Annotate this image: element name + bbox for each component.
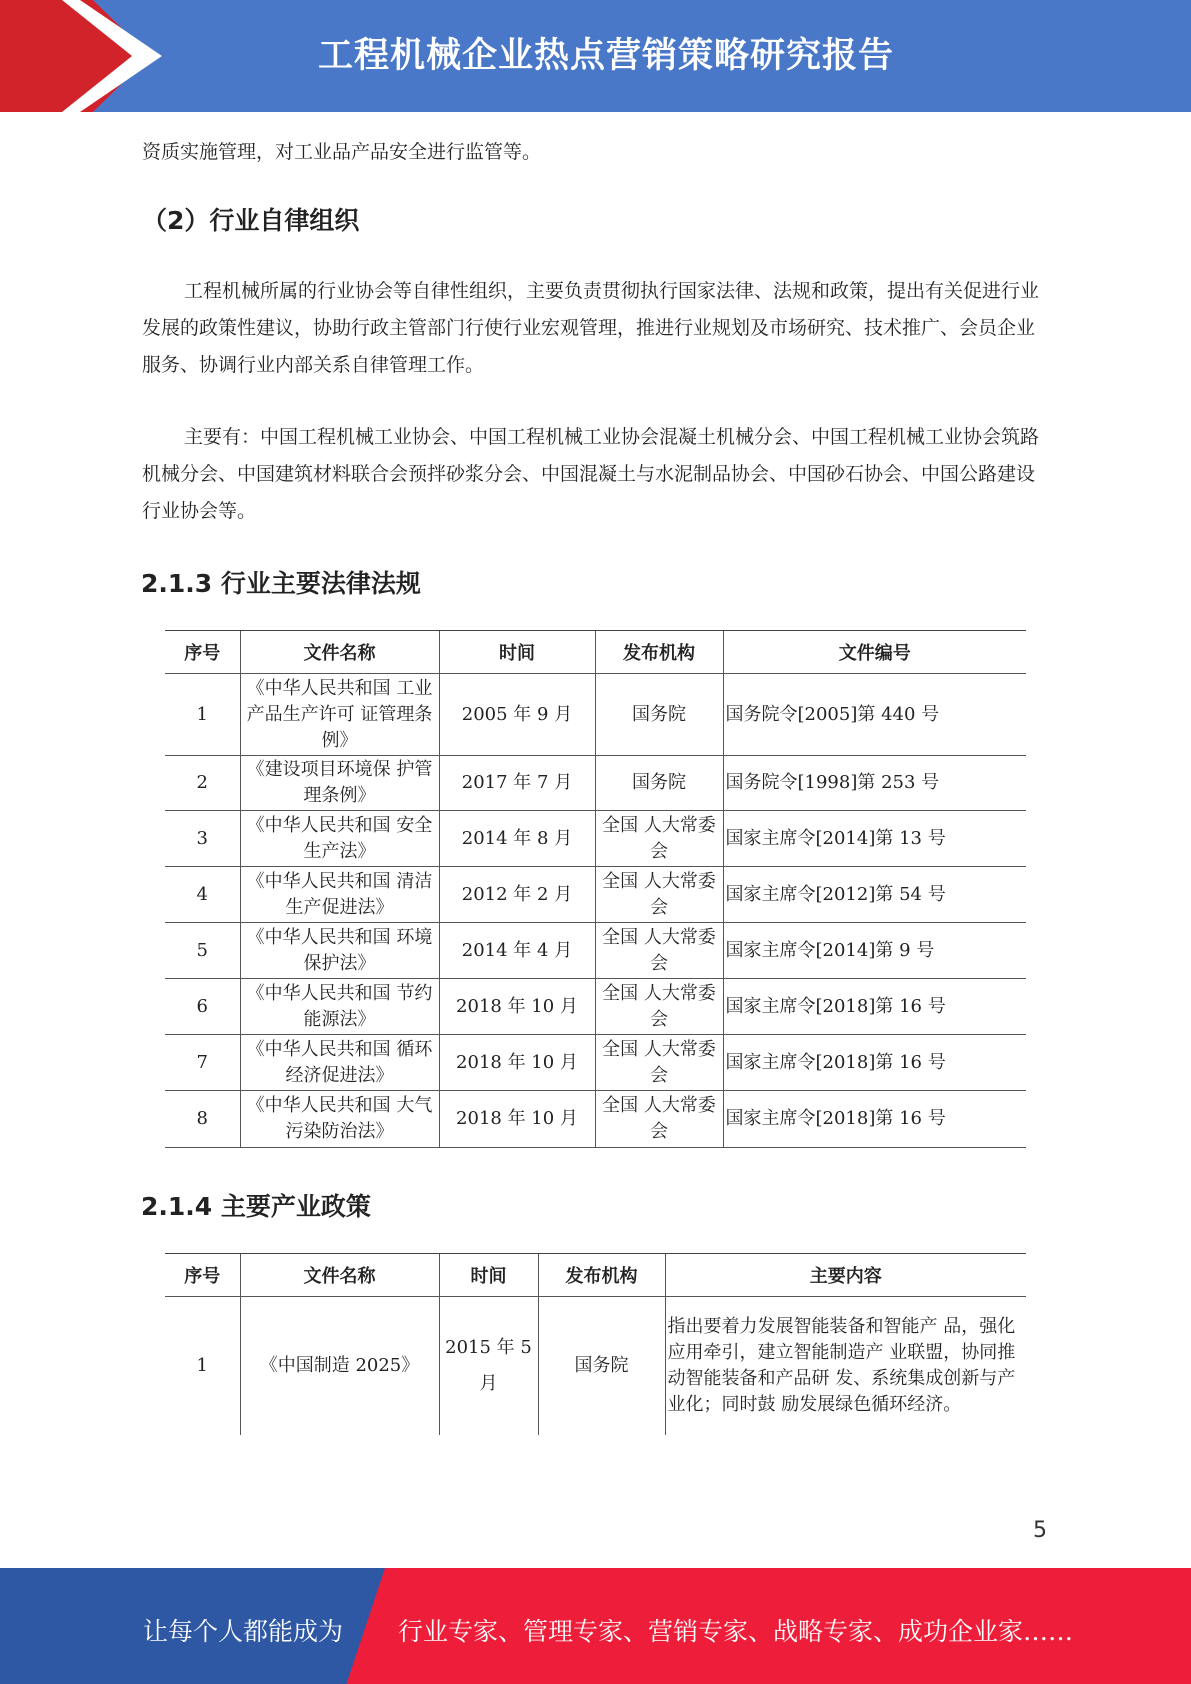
col-header-issuer: 发布机构 <box>538 1254 665 1297</box>
footer-slogan: 让每个人都能成为 <box>143 1617 344 1646</box>
row-issuer: 全国 人大常委会 <box>595 979 723 1035</box>
row-document-name: 《中华人民共和国 节约能源法》 <box>240 979 439 1035</box>
row-date: 2017 年 7 月 <box>439 756 595 811</box>
subheading-self-regulation: （2）行业自律组织 <box>142 206 360 235</box>
row-document-name: 《中华人民共和国 工业产品生产许可 证管理条例》 <box>240 674 439 756</box>
col-header-date: 时间 <box>439 631 595 674</box>
table-row <box>165 1091 1026 1148</box>
table-row <box>165 811 1026 867</box>
row-document-name: 《中华人民共和国 安全生产法》 <box>240 811 439 867</box>
row-issuer: 国务院 <box>538 1297 665 1435</box>
row-date: 2018 年 10 月 <box>439 979 595 1035</box>
row-document-name: 《中华人民共和国 环境保护法》 <box>240 923 439 979</box>
row-document-name: 《中华人民共和国 循环经济促进法》 <box>240 1035 439 1091</box>
col-header-document: 文件名称 <box>240 631 439 674</box>
row-date: 2018 年 10 月 <box>439 1035 595 1091</box>
row-doc-number: 国家主席令[2014]第 13 号 <box>723 811 1026 867</box>
laws-table <box>165 630 1026 1148</box>
row-index: 1 <box>165 674 240 756</box>
row-issuer: 国务院 <box>595 674 723 756</box>
table-row <box>165 923 1026 979</box>
table-row <box>165 1035 1026 1091</box>
row-issuer: 全国 人大常委会 <box>595 811 723 867</box>
header-red-arrow <box>0 0 150 112</box>
associations-paragraph: 主要有：中国工程机械工业协会、中国工程机械工业协会混凝土机械分会、中国工程机械工业协会筑路机械分会、中国建筑材料联合会预拌砂浆分会、中国混凝土与水泥制品协会、中国砂石协会、中国公路建设行业协会等。 <box>142 426 1040 522</box>
row-doc-number: 国家主席令[2018]第 16 号 <box>723 979 1026 1035</box>
row-doc-number: 国家主席令[2018]第 16 号 <box>723 1035 1026 1091</box>
continued-paragraph: 资质实施管理，对工业品产品安全进行监管等。 <box>142 141 542 163</box>
row-main-content: 指出要着力发展智能装备和智能产 品，强化应用牵引，建立智能制造产 业联盟，协同推动智能装备和产品研 发、系统集成创新与产业化；同时鼓 励发展绿色循环经济。 <box>665 1297 1026 1435</box>
col-header-index: 序号 <box>165 631 240 674</box>
laws-section-heading: 2.1.3 行业主要法律法规 <box>141 569 421 598</box>
laws-table-header-row <box>165 631 1026 674</box>
table-row <box>165 1297 1026 1435</box>
col-header-issuer: 发布机构 <box>595 631 723 674</box>
row-index: 2 <box>165 756 240 811</box>
row-doc-number: 国家主席令[2018]第 16 号 <box>723 1091 1026 1148</box>
table-row <box>165 674 1026 756</box>
row-document-name: 《建设项目环境保 护管理条例》 <box>240 756 439 811</box>
row-index: 4 <box>165 867 240 923</box>
row-index: 7 <box>165 1035 240 1091</box>
page-header <box>0 0 1191 112</box>
col-header-main-content: 主要内容 <box>665 1254 1026 1297</box>
table-row <box>165 979 1026 1035</box>
footer-roles: 行业专家、管理专家、营销专家、战略专家、成功企业家…… <box>398 1617 1074 1646</box>
row-index: 3 <box>165 811 240 867</box>
row-issuer: 全国 人大常委会 <box>595 1035 723 1091</box>
policy-table <box>165 1253 1026 1435</box>
table-row <box>165 756 1026 811</box>
row-issuer: 全国 人大常委会 <box>595 923 723 979</box>
row-doc-number: 国务院令[1998]第 253 号 <box>723 756 1026 811</box>
page-footer <box>0 1568 1191 1684</box>
row-doc-number: 国家主席令[2012]第 54 号 <box>723 867 1026 923</box>
row-issuer: 国务院 <box>595 756 723 811</box>
row-index: 5 <box>165 923 240 979</box>
col-header-document: 文件名称 <box>240 1254 439 1297</box>
page-number: 5 <box>1033 1518 1047 1543</box>
row-doc-number: 国务院令[2005]第 440 号 <box>723 674 1026 756</box>
row-date: 2012 年 2 月 <box>439 867 595 923</box>
policy-section-heading: 2.1.4 主要产业政策 <box>141 1192 371 1221</box>
row-date: 2014 年 4 月 <box>439 923 595 979</box>
row-index: 8 <box>165 1091 240 1148</box>
row-issuer: 全国 人大常委会 <box>595 1091 723 1148</box>
table-row <box>165 867 1026 923</box>
row-date: 2018 年 10 月 <box>439 1091 595 1148</box>
row-document-name: 《中华人民共和国 清洁生产促进法》 <box>240 867 439 923</box>
row-date: 2015 年 5 月 <box>439 1297 538 1435</box>
row-issuer: 全国 人大常委会 <box>595 867 723 923</box>
row-index: 1 <box>196 1354 208 1376</box>
row-document-name: 《中华人民共和国 大气污染防治法》 <box>240 1091 439 1148</box>
policy-table-header-row <box>165 1254 1026 1297</box>
row-date: 2005 年 9 月 <box>439 674 595 756</box>
row-doc-number: 国家主席令[2014]第 9 号 <box>723 923 1026 979</box>
row-document-name: 《中国制造 2025》 <box>240 1297 439 1435</box>
report-title: 工程机械企业热点营销策略研究报告 <box>318 36 895 76</box>
col-header-index: 序号 <box>165 1254 240 1297</box>
row-index: 6 <box>165 979 240 1035</box>
row-date: 2014 年 8 月 <box>439 811 595 867</box>
col-header-doc-number: 文件编号 <box>723 631 1026 674</box>
col-header-date: 时间 <box>439 1254 538 1297</box>
self-regulation-paragraph: 工程机械所属的行业协会等自律性组织，主要负责贯彻执行国家法律、法规和政策，提出有关促进行业发展的政策性建议，协助行政主管部门行使行业宏观管理，推进行业规划及市场研究、技术推广、会员企业服务、协调行业内部关系自律管理工作。 <box>142 280 1040 376</box>
